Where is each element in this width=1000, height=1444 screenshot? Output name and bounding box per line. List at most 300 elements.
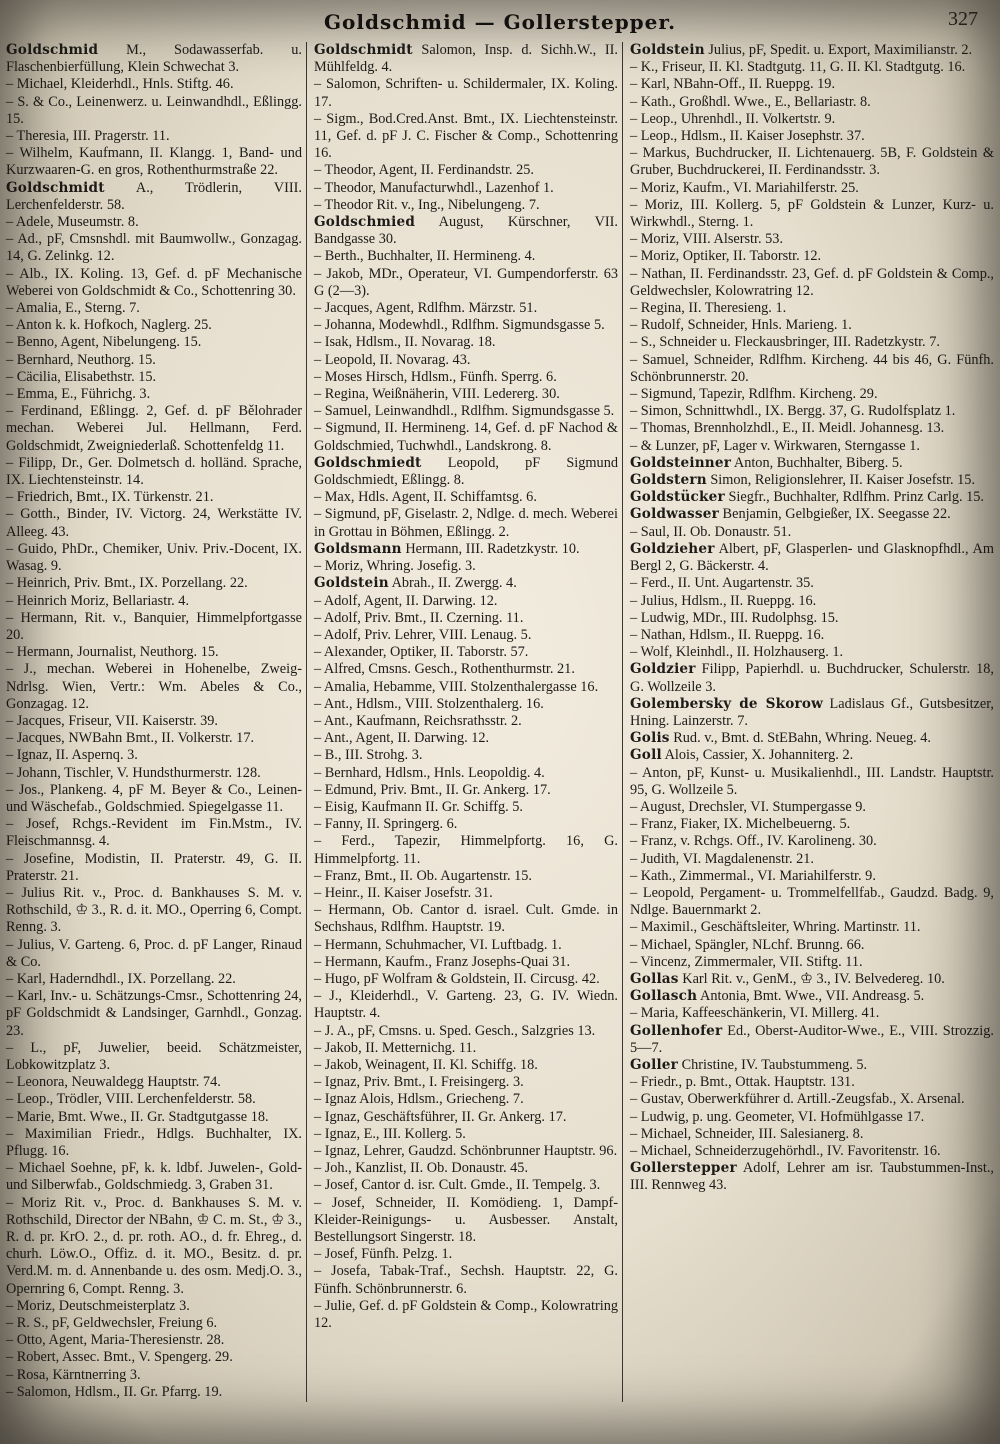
entry-text: – Ludwig, p. ung. Geometer, VI. Hofmühlgasse 17. — [630, 1108, 925, 1125]
entry-text: – Franz, Bmt., II. Ob. Augartenstr. 15. — [314, 867, 532, 884]
entry-text: – J., mechan. Weberei in Hohenelbe, Zweig-Ndrlsg. Wien, Vertr.: Wm. Abeles & Co., Gonzagag. 12. — [6, 661, 302, 712]
directory-entry — [314, 455, 618, 489]
entry-text: Benjamin, Gelbgießer, IX. Seegasse 22. — [718, 506, 951, 523]
directory-entry — [314, 369, 618, 386]
entry-text: – Ant., Hdlsm., VIII. Stolzenthalerg. 16. — [314, 695, 544, 712]
entry-text: – Salomon, Schriften- u. Schildermaler, IX. Koling. 17. — [314, 76, 618, 110]
directory-entry — [630, 489, 994, 506]
directory-entry — [630, 94, 994, 111]
directory-entry — [6, 1126, 302, 1160]
directory-entry — [314, 1057, 618, 1074]
directory-entry — [630, 919, 994, 936]
entry-text: – Sigmund, pF, Giselastr. 2, Ndlge. d. mech. Weberei in Grottau in Böhmen, Eßlingg. 2. — [314, 506, 618, 540]
entry-text: – Franz, v. Rchgs. Off., IV. Karolineng. 30. — [630, 833, 877, 850]
directory-entry — [314, 1298, 618, 1332]
directory-entry — [314, 1160, 618, 1177]
entry-text: – Sigm., Bod.Cred.Anst. Bmt., IX. Liechtensteinstr. 11, Gef. d. pF J. C. Fischer & Comp., Schottenring 16. — [314, 110, 618, 162]
directory-entry — [6, 644, 302, 661]
directory-entry — [6, 1040, 302, 1074]
directory-entry — [6, 610, 302, 644]
directory-entry — [314, 506, 618, 540]
directory-columns — [2, 42, 998, 1436]
entry-text: August, Kürschner, VII. Bandgasse 30. — [314, 214, 618, 248]
directory-entry — [6, 971, 302, 988]
entry-text: – K., Friseur, II. Kl. Stadtgutg. 11, G. II. Kl. Stadtgutg. 16. — [630, 59, 966, 76]
directory-entry — [6, 231, 302, 265]
entry-text: – Judith, VI. Magdalenenstr. 21. — [630, 850, 814, 867]
directory-entry — [6, 180, 302, 214]
entry-text: – Moriz, Kaufm., VI. Mariahilferstr. 25. — [630, 179, 859, 196]
directory-entry — [6, 730, 302, 747]
directory-entry — [314, 1040, 618, 1057]
entry-text: – Ant., Kaufmann, Reichsrathsstr. 2. — [314, 712, 522, 729]
entry-text: – Alb., IX. Koling. 13, Gef. d. pF Mechanische Weberei von Goldschmidt & Co., Schottenring 30. — [6, 265, 302, 299]
entry-text: – Salomon, Hdlsm., II. Gr. Pfarrg. 19. — [6, 1383, 223, 1400]
entry-text: – Robert, Assec. Bmt., V. Spengerg. 29. — [6, 1349, 233, 1366]
surname-heading: Goldstücker — [630, 489, 725, 506]
entry-text: – Ignaz, II. Aspernq. 3. — [6, 747, 138, 764]
entry-text: – Berth., Buchhalter, II. Hermineng. 4. — [314, 248, 536, 265]
entry-text: – Michael, Spängler, NLchf. Brunng. 66. — [630, 936, 865, 953]
directory-entry — [314, 902, 618, 936]
directory-entry — [630, 438, 994, 455]
entry-text: – Wilhelm, Kaufmann, II. Klangg. 1, Band- und Kurzwaaren-G. en gros, Rothenthurmstraße 22. — [6, 145, 302, 179]
directory-entry — [630, 1005, 994, 1022]
entry-text: – Moriz, Optiker, II. Taborstr. 12. — [630, 248, 822, 265]
entry-text: – Bernhard, Neuthorg. 15. — [6, 351, 156, 368]
entry-text: Ladislaus Gf., Gutsbesitzer, Hning. Lainzerstr. 7. — [630, 695, 994, 729]
directory-entry — [630, 266, 994, 300]
directory-entry — [630, 128, 994, 145]
entry-text: – Kath., Zimmermal., VI. Mariahilferstr. 9. — [630, 867, 876, 884]
directory-entry — [314, 266, 618, 300]
directory-entry — [630, 1143, 994, 1160]
directory-entry — [630, 575, 994, 592]
directory-entry — [314, 1109, 618, 1126]
directory-entry — [6, 300, 302, 317]
entry-text: – Anton k. k. Hofkoch, Naglerg. 25. — [6, 317, 212, 334]
entry-text: – Jakob, Weinagent, II. Kl. Schiffg. 18. — [314, 1056, 538, 1073]
entry-text: – Vincenz, Zimmermaler, VII. Stiftg. 11. — [630, 953, 863, 970]
directory-entry — [630, 455, 994, 472]
column-right — [626, 42, 998, 1436]
surname-heading: Goldschmid — [6, 42, 99, 58]
directory-entry — [6, 1332, 302, 1349]
entry-text: – Max, Hdls. Agent, II. Schiffamtsg. 6. — [314, 489, 537, 506]
entry-text: – Jacques, Agent, Rdlfhm. Märzstr. 51. — [314, 300, 538, 317]
entry-text: – Ignaz, Geschäftsführer, II. Gr. Ankerg. 17. — [314, 1108, 567, 1125]
entry-text: Filipp, Papierhdl. u. Buchdrucker, Schulerstr. 18, G. Wollzeile 3. — [630, 661, 994, 695]
directory-entry — [630, 180, 994, 197]
entry-text: – Heinr., II. Kaiser Josefstr. 31. — [314, 884, 493, 901]
entry-text: – Theodor, Manufacturwhdl., Lazenhof 1. — [314, 179, 554, 196]
entry-text: – Heinrich Moriz, Bellariastr. 4. — [6, 592, 190, 609]
surname-heading: Golis — [630, 730, 670, 747]
entry-text: Siegfr., Buchhalter, Rdlfhm. Prinz Carlg. 15. — [724, 489, 984, 506]
surname-heading: Goller — [630, 1056, 679, 1073]
directory-entry — [630, 730, 994, 747]
entry-text: – Jakob, II. Metternichg. 11. — [314, 1039, 477, 1056]
directory-entry — [314, 696, 618, 713]
entry-text: – Ignaz Alois, Hdlsm., Griecheng. 7. — [314, 1091, 524, 1108]
entry-text: – Heinrich, Priv. Bmt., IX. Porzellang. 22. — [6, 575, 248, 592]
directory-entry — [314, 1263, 618, 1297]
entry-text: – Guido, PhDr., Chemiker, Univ. Priv.-Docent, IX. Wasag. 9. — [6, 540, 302, 575]
directory-entry — [314, 386, 618, 403]
entry-text: – Regina, Weißnäherin, VIII. Ledererg. 30. — [314, 386, 560, 403]
surname-heading: Goll — [630, 747, 662, 764]
directory-entry — [314, 420, 618, 454]
entry-text: – Karl, NBahn-Off., II. Rueppg. 19. — [630, 76, 836, 93]
directory-entry — [314, 248, 618, 265]
entry-text: – Hermann, Journalist, Neuthorg. 15. — [6, 644, 219, 661]
directory-entry — [630, 593, 994, 610]
directory-entry — [314, 214, 618, 248]
directory-entry — [314, 1143, 618, 1160]
entry-text: – Leop., Trödler, VIII. Lerchenfelderstr. 58. — [6, 1091, 256, 1108]
directory-entry — [630, 197, 994, 231]
directory-entry — [6, 575, 302, 592]
directory-entry — [630, 696, 994, 730]
directory-entry — [314, 1126, 618, 1143]
entry-text: – Emma, E., Führichg. 3. — [6, 386, 151, 403]
entry-text: – Markus, Buchdrucker, II. Lichtenauerg. 5B, F. Goldstein & Gruber, Buchdruckerei, II. Ferdinandsstr. 3. — [630, 145, 994, 179]
directory-entry — [314, 679, 618, 696]
entry-text: – Julie, Gef. d. pF Goldstein & Comp., Kolowratring 12. — [314, 1297, 618, 1332]
surname-heading: Gollasch — [630, 988, 698, 1005]
directory-entry — [6, 988, 302, 1040]
entry-text: – Marie, Bmt. Wwe., II. Gr. Stadtgutgasse 18. — [6, 1108, 269, 1125]
entry-text: – Eisig, Kaufmann II. Gr. Schiffg. 5. — [314, 798, 523, 815]
entry-text: – Amalia, E., Sterng. 7. — [6, 300, 140, 317]
entry-text: Albert, pF, Glasperlen- und Glasknopfhdl., Am Bergl 2, G. Bäckerstr. 4. — [630, 540, 994, 575]
directory-entry — [6, 386, 302, 403]
surname-heading: Goldschmidt — [6, 179, 105, 196]
entry-text: – Ferdinand, Eßlingg. 2, Gef. d. pF Bělohrader mechan. Weberei Jul. Hellmann, Ferd. Goldschmidt, Zweigniederlaß. Schottenfeldg 11. — [6, 403, 302, 454]
entry-text: – Otto, Agent, Maria-Theresienstr. 28. — [6, 1332, 225, 1349]
directory-entry — [314, 730, 618, 747]
entry-text: – Johann, Tischler, V. Hundsthurmerstr. 128. — [6, 764, 261, 781]
entry-text: Ed., Oberst-Auditor-Wwe., E., VIII. Strozzig. 5—7. — [630, 1022, 994, 1056]
directory-entry — [630, 1126, 994, 1143]
entry-text: – Josef, Rchgs.-Revident im Fin.Mstm., IV. Fleischmannsg. 4. — [6, 816, 302, 850]
entry-text: – Thomas, Brennholzhdl., E., II. Meidl. Johannesg. 13. — [630, 420, 945, 437]
directory-entry — [630, 1023, 994, 1057]
directory-entry — [630, 352, 994, 386]
entry-text: – Theodor, Agent, II. Ferdinandstr. 25. — [314, 162, 534, 179]
entry-text: – Jacques, Friseur, VII. Kaiserstr. 39. — [6, 712, 218, 729]
directory-entry — [314, 42, 618, 76]
entry-text: – Michael, Schneider, III. Salesianerg. 8. — [630, 1125, 864, 1142]
directory-entry — [6, 1091, 302, 1108]
directory-entry — [314, 317, 618, 334]
entry-text: – Amalia, Hebamme, VIII. Stolzenthalergasse 16. — [314, 678, 599, 695]
directory-entry — [314, 1195, 618, 1247]
entry-text: Julius, pF, Spedit. u. Export, Maximilianstr. 2. — [704, 42, 973, 58]
column-middle — [310, 42, 622, 1436]
directory-entry — [314, 747, 618, 764]
entry-text: – J., Kleiderhdl., V. Garteng. 23, G. IV. Wiedn. Hauptstr. 4. — [314, 988, 618, 1022]
entry-text: – Julius, Hdlsm., II. Rueppg. 16. — [630, 592, 817, 609]
entry-text: – Kath., Großhdl. Wwe., E., Bellariastr. 8. — [630, 93, 871, 110]
directory-entry — [6, 782, 302, 816]
surname-heading: Gollenhofer — [630, 1022, 723, 1039]
entry-text: – Michael, Kleiderhdl., Hnls. Stiftg. 46. — [6, 76, 234, 93]
entry-text: – Hermann, Ob. Cantor d. israel. Cult. Gmde. in Sechshaus, Rdlfhm. Hauptstr. 19. — [314, 902, 618, 936]
directory-entry — [314, 593, 618, 610]
entry-text: – Leonora, Neuwaldegg Hauptstr. 74. — [6, 1074, 221, 1091]
entry-text: – Maximil., Geschäftsleiter, Whring. Martinstr. 11. — [630, 919, 921, 936]
entry-text: – Moriz Rit. v., Proc. d. Bankhauses S. M. v. Rothschild, Director der NBahn, ♔ C. m. St., ♔ 3., R. d. pr. KrO. 2., d. pr. roth. AO., d. fr. Ehreg., d. churh. Löw.O., Offiz. d. it. MO., Besitz. d. pr. Verd.M. m. d. Annenbande u. des osm. Medj.O. 3., Opernring 6, Compt. Renng. 3. — [6, 1194, 302, 1297]
directory-entry — [6, 1195, 302, 1298]
entry-text: – Rosa, Kärntnerring 3. — [6, 1366, 141, 1383]
column-left — [2, 42, 306, 1436]
directory-entry — [6, 489, 302, 506]
directory-entry — [314, 610, 618, 627]
directory-entry — [6, 713, 302, 730]
entry-text: Leopold, pF Sigmund Goldschmiedt, Eßlingg. 8. — [314, 454, 618, 489]
directory-entry — [314, 868, 618, 885]
entry-text: Rud. v., Bmt. d. StEBahn, Whring. Neueg. 4. — [669, 730, 931, 747]
surname-heading: Goldstein — [314, 575, 389, 592]
directory-entry — [630, 300, 994, 317]
directory-entry — [314, 558, 618, 575]
entry-text: – Ferd., II. Unt. Augartenstr. 35. — [630, 575, 814, 592]
directory-entry — [6, 369, 302, 386]
surname-heading: Golembersky de Skorow — [630, 695, 824, 712]
entry-text: Karl Rit. v., GenM., ♔ 3., IV. Belvedereg. 10. — [678, 970, 945, 987]
directory-entry — [630, 988, 994, 1005]
entry-text: – Rudolf, Schneider, Hnls. Marieng. 1. — [630, 317, 852, 334]
entry-text: – Saul, II. Ob. Donaustr. 51. — [630, 523, 792, 540]
entry-text: – Josef, Cantor d. isr. Cult. Gmde., II. Tempelg. 3. — [314, 1177, 601, 1194]
directory-entry — [6, 661, 302, 713]
directory-entry — [630, 59, 994, 76]
surname-heading: Goldstern — [630, 472, 707, 489]
directory-entry — [314, 180, 618, 197]
directory-entry — [6, 1109, 302, 1126]
entry-text: M., Sodawasserfab. u. Flaschenbierfüllung, Klein Schwechat 3. — [6, 42, 302, 76]
entry-text: Alois, Cassier, X. Johanniterg. 2. — [661, 747, 854, 764]
directory-entry — [6, 266, 302, 300]
entry-text: – Samuel, Leinwandhdl., Rdlfhm. Sigmundsgasse 5. — [314, 403, 615, 420]
entry-text: Simon, Religionslehrer, II. Kaiser Josefstr. 15. — [706, 472, 976, 489]
directory-entry — [6, 885, 302, 937]
entry-text: – Michael Soehne, pF, k. k. ldbf. Juwelen-, Gold- und Silberwfab., Goldschmiedg. 3, Graben 31. — [6, 1160, 302, 1194]
entry-text: – Theresia, III. Pragerstr. 11. — [6, 128, 170, 145]
entry-text: – Hermann, Schuhmacher, VI. Luftbadg. 1. — [314, 936, 562, 953]
directory-entry — [314, 489, 618, 506]
entry-text: – Gotth., Binder, IV. Victorg. 24, Werkstätte IV. Alleeg. 43. — [6, 506, 302, 540]
directory-entry — [6, 94, 302, 128]
directory-entry — [314, 954, 618, 971]
entry-text: – Alfred, Cmsns. Gesch., Rothenthurmstr. 21. — [314, 661, 575, 678]
directory-entry — [6, 816, 302, 850]
entry-text: – Benno, Agent, Nibelungeng. 15. — [6, 334, 202, 351]
surname-heading: Goldstein — [630, 42, 705, 58]
directory-entry — [6, 214, 302, 231]
directory-entry — [630, 386, 994, 403]
entry-text: – Filipp, Dr., Ger. Dolmetsch d. holländ. Sprache, IX. Liechtensteinstr. 14. — [6, 454, 302, 489]
entry-text: – Josefa, Tabak-Traf., Sechsh. Hauptstr. 22, G. Fünfh. Schönbrunnerstr. 6. — [314, 1263, 618, 1297]
directory-entry — [630, 937, 994, 954]
entry-text: – R. S., pF, Geldwechsler, Freiung 6. — [6, 1315, 218, 1332]
directory-entry — [6, 851, 302, 885]
entry-text: Antonia, Bmt. Wwe., VII. Andreasg. 5. — [697, 988, 925, 1005]
entry-text: – Hugo, pF Wolfram & Goldstein, II. Circusg. 42. — [314, 970, 600, 987]
directory-entry — [630, 42, 994, 59]
directory-entry — [630, 1160, 994, 1194]
entry-text: – Moses Hirsch, Hdlsm., Fünfh. Sperrg. 6. — [314, 368, 557, 385]
entry-text: – Hermann, Kaufm., Franz Josephs-Quai 31. — [314, 953, 571, 970]
directory-entry — [6, 145, 302, 179]
directory-entry — [6, 76, 302, 93]
entry-text: – Karl, Inv.- u. Schätzungs-Cmsr., Schottenring 24, pF Goldschmidt & Landsinger, Garnhdl., Gonzag. 23. — [6, 988, 302, 1039]
entry-text: A., Trödlerin, VIII. Lerchenfelderstr. 58. — [6, 179, 302, 213]
directory-entry — [630, 76, 994, 93]
directory-entry — [630, 799, 994, 816]
directory-entry — [314, 1246, 618, 1263]
directory-entry — [630, 868, 994, 885]
directory-entry — [314, 661, 618, 678]
surname-heading: Goldsmann — [314, 540, 402, 557]
directory-entry — [6, 541, 302, 575]
directory-entry — [6, 1298, 302, 1315]
directory-entry — [314, 1177, 618, 1194]
directory-entry — [314, 816, 618, 833]
directory-entry — [630, 317, 994, 334]
entry-text: – Friedr., p. Bmt., Ottak. Hauptstr. 131. — [630, 1074, 855, 1091]
surname-heading: Gollerstepper — [630, 1160, 737, 1177]
surname-heading: Goldzieher — [630, 540, 715, 557]
directory-entry — [630, 403, 994, 420]
entry-text: – Regina, II. Theresieng. 1. — [630, 300, 787, 317]
directory-entry — [314, 111, 618, 163]
entry-text: – Ant., Agent, II. Darwing. 12. — [314, 730, 490, 747]
directory-entry — [314, 197, 618, 214]
entry-text: – Moriz, III. Kollerg. 5, pF Goldstein & Lunzer, Kurz- u. Wirkwhdl., Sterng. 1. — [630, 196, 994, 231]
directory-entry — [6, 1384, 302, 1401]
directory-entry — [6, 1315, 302, 1332]
directory-entry — [314, 403, 618, 420]
entry-text: – S. & Co., Leinenwerz. u. Leinwandhdl., Eßlingg. 15. — [6, 93, 302, 127]
surname-heading: Goldsteinner — [630, 454, 732, 471]
entry-text: – Karl, Haderndhdl., IX. Porzellang. 22. — [6, 970, 236, 987]
entry-text: – Adolf, Priv. Bmt., II. Czerning. 11. — [314, 609, 524, 626]
entry-text: – Adele, Museumstr. 8. — [6, 214, 139, 231]
surname-heading: Gollas — [630, 970, 679, 987]
entry-text: – Nathan, Hdlsm., II. Rueppg. 16. — [630, 626, 825, 643]
entry-text: – Moriz, VIII. Alserstr. 53. — [630, 231, 784, 248]
entry-text: – Julius, V. Garteng. 6, Proc. d. pF Langer, Rinaud & Co. — [6, 936, 302, 970]
entry-text: – Joh., Kanzlist, II. Ob. Donaustr. 45. — [314, 1160, 529, 1177]
directory-entry — [6, 334, 302, 351]
directory-entry — [6, 1349, 302, 1366]
entry-text: – L., pF, Juwelier, beeid. Schätzmeister, Lobkowitzplatz 3. — [6, 1039, 302, 1073]
directory-entry — [6, 765, 302, 782]
directory-entry — [630, 472, 994, 489]
directory-entry — [630, 610, 994, 627]
entry-text: – Johanna, Modewhdl., Rdlfhm. Sigmundsgasse 5. — [314, 317, 605, 334]
directory-entry — [6, 506, 302, 540]
entry-text: – Ferd., Tapezir, Himmelpfortg. 16, G. Himmelpfortg. 11. — [314, 833, 618, 867]
directory-entry — [630, 1074, 994, 1091]
entry-text: – Anton, pF, Kunst- u. Musikalienhdl., III. Landstr. Hauptstr. 95, G. Wollzeile 5. — [630, 764, 994, 798]
directory-entry — [6, 1160, 302, 1194]
entry-text: – Leopold, Pergament- u. Trommelfellfab., Gaudzd. Badg. 9, Ndlge. Bauernmarkt 2. — [630, 884, 994, 919]
directory-entry — [6, 937, 302, 971]
entry-text: – Ludwig, MDr., III. Rudolphsg. 15. — [630, 609, 839, 626]
entry-text: – Michael, Schneiderzugehörhdl., IV. Favoritenstr. 16. — [630, 1143, 941, 1159]
entry-text: Anton, Buchhalter, Biberg. 5. — [731, 454, 903, 471]
directory-entry — [314, 541, 618, 558]
directory-entry — [314, 76, 618, 110]
directory-entry — [630, 111, 994, 128]
directory-entry — [314, 352, 618, 369]
directory-entry — [630, 661, 994, 695]
directory-entry — [314, 713, 618, 730]
directory-entry — [314, 885, 618, 902]
entry-text: – Bernhard, Hdlsm., Hnls. Leopoldig. 4. — [314, 764, 545, 781]
directory-entry — [6, 403, 302, 455]
entry-text: – Ignaz, E., III. Kollerg. 5. — [314, 1125, 466, 1142]
entry-text: – Moriz, Whring. Josefig. 3. — [314, 558, 476, 575]
directory-entry — [314, 162, 618, 179]
entry-text: – Wolf, Kleinhdl., II. Holzhauserg. 1. — [630, 644, 844, 661]
entry-text: – Ignaz, Lehrer, Gaudzd. Schönbrunner Hauptstr. 96. — [314, 1143, 618, 1159]
entry-text: Hermann, III. Radetzkystr. 10. — [401, 540, 580, 557]
entry-text: – Josef, Fünfh. Pelzg. 1. — [314, 1246, 453, 1263]
directory-entry — [6, 1367, 302, 1384]
entry-text: – Julius Rit. v., Proc. d. Bankhauses S. M. v. Rothschild, ♔ 3., R. d. it. MO., Operring 6, Compt. Renng. 3. — [6, 884, 302, 936]
directory-entry — [630, 644, 994, 661]
directory-entry — [314, 833, 618, 867]
directory-entry — [630, 747, 994, 764]
entry-text: – Sigmund, Tapezir, Rdlfhm. Kircheng. 29. — [630, 386, 878, 403]
entry-text: Adolf, Lehrer am isr. Taubstummen-Inst., III. Rennweg 43. — [630, 1160, 994, 1194]
entry-text: – Adolf, Priv. Lehrer, VIII. Lenaug. 5. — [314, 626, 532, 643]
entry-text: – Maximilian Friedr., Hdlgs. Buchhalter, IX. Pflugg. 16. — [6, 1125, 302, 1159]
directory-entry — [314, 799, 618, 816]
directory-entry — [630, 145, 994, 179]
entry-text: – Jacques, NWBahn Bmt., II. Volkerstr. 17. — [6, 730, 255, 747]
entry-text: – Gustav, Oberwerkführer d. Artill.-Zeugsfab., X. Arsenal. — [630, 1091, 965, 1108]
directory-entry — [630, 541, 994, 575]
directory-entry — [6, 352, 302, 369]
surname-heading: Goldschmied — [314, 214, 416, 231]
entry-text: Christine, IV. Taubstummeng. 5. — [678, 1056, 868, 1073]
entry-text: – B., III. Strohg. 3. — [314, 747, 423, 764]
entry-text: – Edmund, Priv. Bmt., II. Gr. Ankerg. 17. — [314, 781, 551, 798]
entry-text: – & Lunzer, pF, Lager v. Wirkwaren, Sterngasse 1. — [630, 437, 920, 454]
surname-heading: Goldschmiedt — [314, 454, 422, 471]
directory-entry — [630, 506, 994, 523]
directory-entry — [630, 420, 994, 437]
directory-entry — [314, 627, 618, 644]
directory-entry — [314, 765, 618, 782]
directory-entry — [630, 971, 994, 988]
directory-entry — [630, 334, 994, 351]
directory-entry — [314, 971, 618, 988]
directory-entry — [6, 1074, 302, 1091]
directory-entry — [630, 231, 994, 248]
entry-text: – Sigmund, II. Hermineng. 14, Gef. d. pF Nachod & Goldschmied, Tuchwhdl., Landskrong. 8. — [314, 420, 618, 454]
directory-entry — [630, 1109, 994, 1126]
entry-text: – Adolf, Agent, II. Darwing. 12. — [314, 592, 498, 609]
page-header — [0, 6, 1000, 40]
entry-text: – Leop., Uhrenhdl., II. Volkertstr. 9. — [630, 110, 836, 127]
directory-entry — [630, 627, 994, 644]
